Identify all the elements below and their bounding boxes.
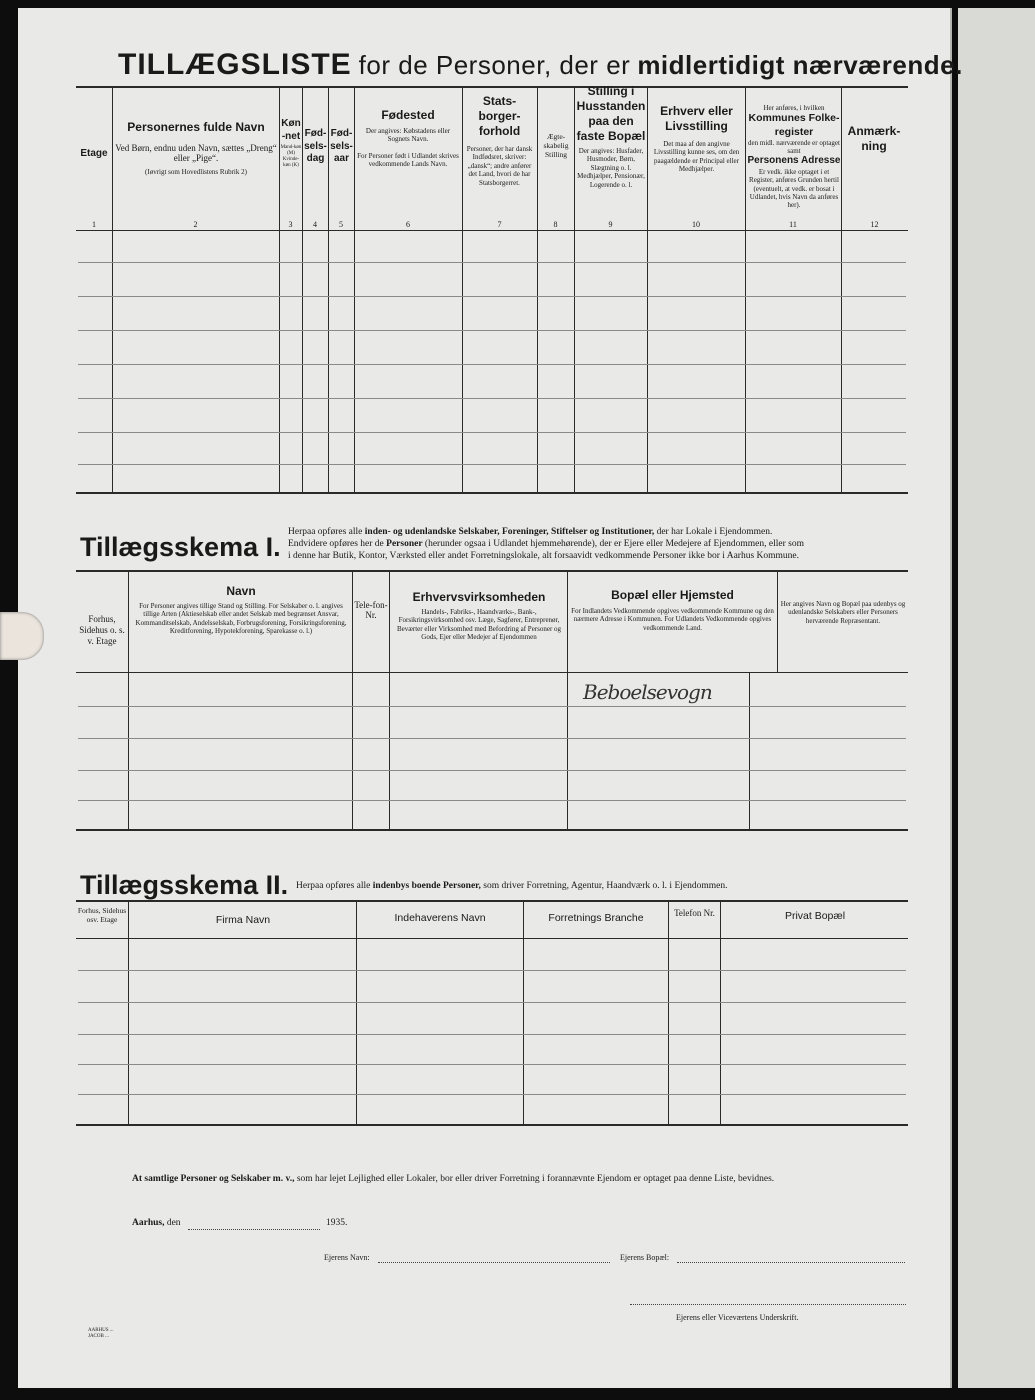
year-label: 1935.	[326, 1218, 348, 1228]
skema2-intro: Herpaa opføres alle indenbys boende Personer, som driver Forretning, Agentur, Haandværk o. l. i Ejendommen.	[296, 881, 728, 891]
signature-field[interactable]	[630, 1304, 906, 1305]
s1-col-phone: Tele-fon-Nr.	[354, 600, 388, 621]
owner-name-label: Ejerens Navn:	[324, 1253, 370, 1262]
handwritten-residence-entry: Beboelsevogn	[583, 680, 712, 704]
col-number: 2	[193, 220, 198, 229]
col-number: 6	[406, 220, 410, 229]
title-rest: for de Personer, der er	[358, 50, 631, 80]
declaration: At samtlige Personer og Selskaber m. v., som har lejet Lejlighed eller Lokaler, bor eller driver Forretning i forannævnte Ejendom er optaget paa denne Liste, bevidnes.	[132, 1174, 775, 1184]
city-label: Aarhus, den	[132, 1218, 181, 1228]
s2-col-etage: Forhus, Sidehus osv. Etage	[77, 906, 127, 924]
col-number: 1	[92, 220, 96, 229]
col-number: 11	[789, 220, 797, 229]
col-number: 9	[608, 220, 613, 229]
col-number: 5	[339, 220, 343, 229]
col-marital: Ægte-skabelig Stilling	[543, 132, 569, 159]
col-register: Her anføres, i hvilken Kommunes Folke-register den midl. nærværende er optaget samt Personens Adresse Er vedk. ikke optaget i et Register, anføres Grunden hertil (eventuelt, at vedk. er bosat i Udlandet, hvis Navn da anføres her).	[747, 104, 841, 210]
thumb-holding-page	[0, 612, 44, 660]
owner-address-field[interactable]	[677, 1262, 905, 1263]
col-sex: Køn-net Mand-køn (M) Kvinde-køn (K)	[280, 118, 302, 168]
col-birthyear: Fød-sels-aar	[330, 128, 353, 164]
s2-col-branch: Forretnings Branche	[548, 912, 644, 924]
col-etage: Etage	[80, 148, 108, 159]
s1-col-residence: Bopæl eller Hjemsted For Indlandets Vedkommende opgives vedkommende Kommune og den nærmere Adresse i Kommunen. For Udlandets Vedkommende opgives vedkommende Land.	[571, 588, 774, 632]
col-number: 7	[497, 220, 502, 229]
s2-col-firm: Firma Navn	[215, 914, 271, 926]
title-bold: TILLÆGSLISTE	[118, 48, 352, 81]
title-emph: midlertidigt nærværende.	[637, 50, 963, 80]
adjacent-page	[958, 8, 1035, 1388]
col-number: 4	[313, 220, 317, 229]
skema2-title: Tillægsskema II.	[80, 870, 289, 900]
s2-col-phone: Telefon Nr.	[674, 908, 715, 918]
page-title	[118, 48, 963, 82]
s2-col-private-address: Privat Bopæl	[784, 910, 846, 922]
printer-mark: AARHUS ... JACOB ...	[88, 1328, 114, 1339]
s1-col-business: Erhvervsvirksomheden Handels-, Fabriks-, Haandværks-, Bank-, Forsikringsvirksomhed osv. Læge, Sagfører, Entreprenør, Beværter eller Virksomhed med Befordring af Personer og Gods, Ejer eller Medejer af Ejendommen	[396, 590, 562, 642]
skema1-intro: Herpaa opføres alle inden- og udenlandske Selskaber, Foreninger, Stiftelser og Institutioner, der har Lokale i Ejendommen. Endvidere opføres her de Personer (herunder ogsaa i Udlandet hjemmehørende), der er Ejere eller Medejere af Ejendommen, eller som i denne har Butik, Kontor, Værksted eller andet Forretningslokale, alt forsaavidt vedkommende Personer ikke bor i Aarhus Kommune.	[288, 527, 804, 562]
owner-name-field[interactable]	[378, 1262, 610, 1263]
col-number: 10	[692, 220, 700, 229]
owner-address-label: Ejerens Bopæl:	[620, 1253, 670, 1262]
col-occupation: Erhverv eller Livsstilling Det maa af den angivne Livsstilling kunne ses, om den paagældende er Principal eller Medhjælper.	[653, 104, 740, 174]
s2-col-owner: Indehaverens Navn	[394, 912, 486, 924]
col-number: 3	[288, 220, 293, 229]
col-household: Stilling i Husstanden paa den faste Bopæl Der angives: Husfader, Husmoder, Børn, Slægtning o. l. Medhjælper, Pensionær, Logerende o. l.	[576, 84, 646, 189]
col-birthplace: Fødested Der angives: Købstadens eller Sognets Navn. For Personer født i Udlandet skrives vedkommende Lands Navn.	[357, 108, 459, 169]
signature-label: Ejerens eller Viceværtens Underskrift.	[676, 1313, 799, 1322]
skema1-title: Tillægsskema I.	[80, 532, 281, 562]
s1-col-name: Navn For Personer angives tillige Stand og Stilling. For Selskaber o. l. angives tillige Arten (Aktieselskab eller andet Selskab med begrænset Ansvar, Kommanditselskab, Andelsselskab, Forbrugsforening, Forsikringsforening, Kreditforening, Hypotekforening, Sparekasse o. l.)	[135, 584, 347, 636]
col-name: Personernes fulde Navn Ved Børn, endnu uden Navn, sættes „Dreng“ eller „Pige“. (Iøvrigt som Hovedlistens Rubrik 2)	[115, 120, 277, 176]
s1-col-representative: Her angives Navn og Bopæl paa udenbys og udenlandske Selskabers eller Personers herværende Repræsentant.	[780, 600, 906, 625]
date-field[interactable]	[188, 1229, 320, 1230]
col-remarks: Anmærk-ning	[847, 124, 901, 153]
s1-col-etage: Forhus, Sidehus o. s. v. Etage	[79, 614, 125, 646]
col-citizenship: Stats-borger-forhold Personer, der har dansk Indfødsret, skriver: „dansk“; andre anfører det Land, hvori de har Statsborgerret.	[466, 94, 533, 187]
col-birthday: Fød-sels-dag	[304, 128, 327, 164]
col-number: 12	[870, 220, 879, 229]
col-number: 8	[553, 220, 558, 229]
